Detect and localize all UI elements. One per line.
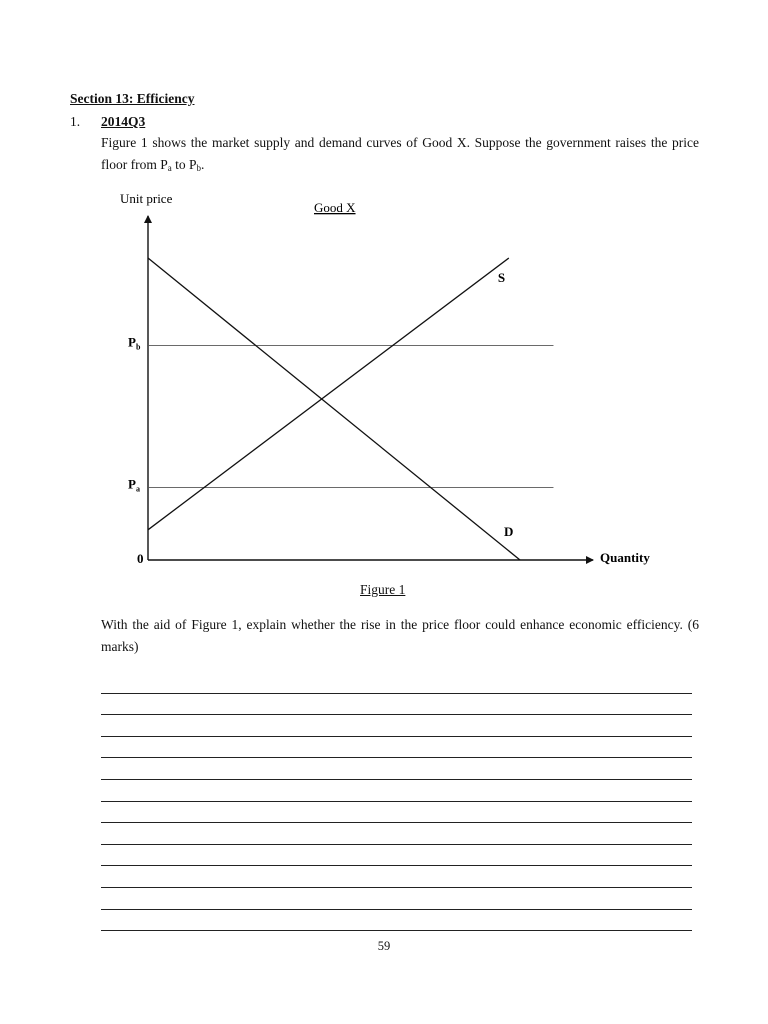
supply-demand-curves bbox=[148, 258, 520, 560]
x-axis-label: Quantity bbox=[600, 550, 650, 565]
origin-label: 0 bbox=[137, 551, 144, 566]
question-intro-mid: to P bbox=[171, 157, 197, 172]
question-intro-text: Figure 1 shows the market supply and demand curves of Good X. Suppose the government raises the price floor from P bbox=[101, 135, 699, 172]
answer-line[interactable] bbox=[101, 780, 692, 802]
answer-line[interactable] bbox=[101, 737, 692, 759]
price-floor-label-pa: $P_a$ bbox=[128, 476, 140, 494]
answer-line[interactable] bbox=[101, 866, 692, 888]
answer-line[interactable] bbox=[101, 802, 692, 824]
chart-title: Good X bbox=[314, 200, 356, 215]
y-axis-label: Unit price bbox=[120, 191, 173, 206]
question-code: 2014Q3 bbox=[101, 114, 146, 129]
answer-line[interactable] bbox=[101, 823, 692, 845]
figure-caption: Figure 1 bbox=[360, 582, 406, 597]
answer-line[interactable] bbox=[101, 910, 692, 932]
curve-label-s: S bbox=[497, 270, 506, 285]
question-number: 1. bbox=[70, 114, 81, 129]
answer-line[interactable] bbox=[101, 888, 692, 910]
curve-d bbox=[148, 258, 520, 560]
answer-line[interactable] bbox=[101, 694, 692, 716]
price-floor-label-pb: $P_b$ bbox=[128, 334, 141, 352]
curve-label-d: D bbox=[504, 524, 514, 539]
answer-line[interactable] bbox=[101, 758, 692, 780]
answer-lines bbox=[101, 672, 692, 931]
question-intro-end: . bbox=[201, 157, 205, 172]
curve-s bbox=[148, 258, 509, 530]
answer-line[interactable] bbox=[101, 672, 692, 694]
question-prompt: With the aid of Figure 1, explain whether the rise in the price floor could enhance economic efficiency. (6 marks) bbox=[101, 617, 699, 654]
answer-line[interactable] bbox=[101, 715, 692, 737]
section-title: Section 13: Efficiency bbox=[70, 91, 195, 106]
subscript-a: a bbox=[167, 163, 172, 173]
page-number: 59 bbox=[377, 939, 391, 953]
subscript-b: b bbox=[196, 163, 202, 173]
answer-line[interactable] bbox=[101, 845, 692, 867]
